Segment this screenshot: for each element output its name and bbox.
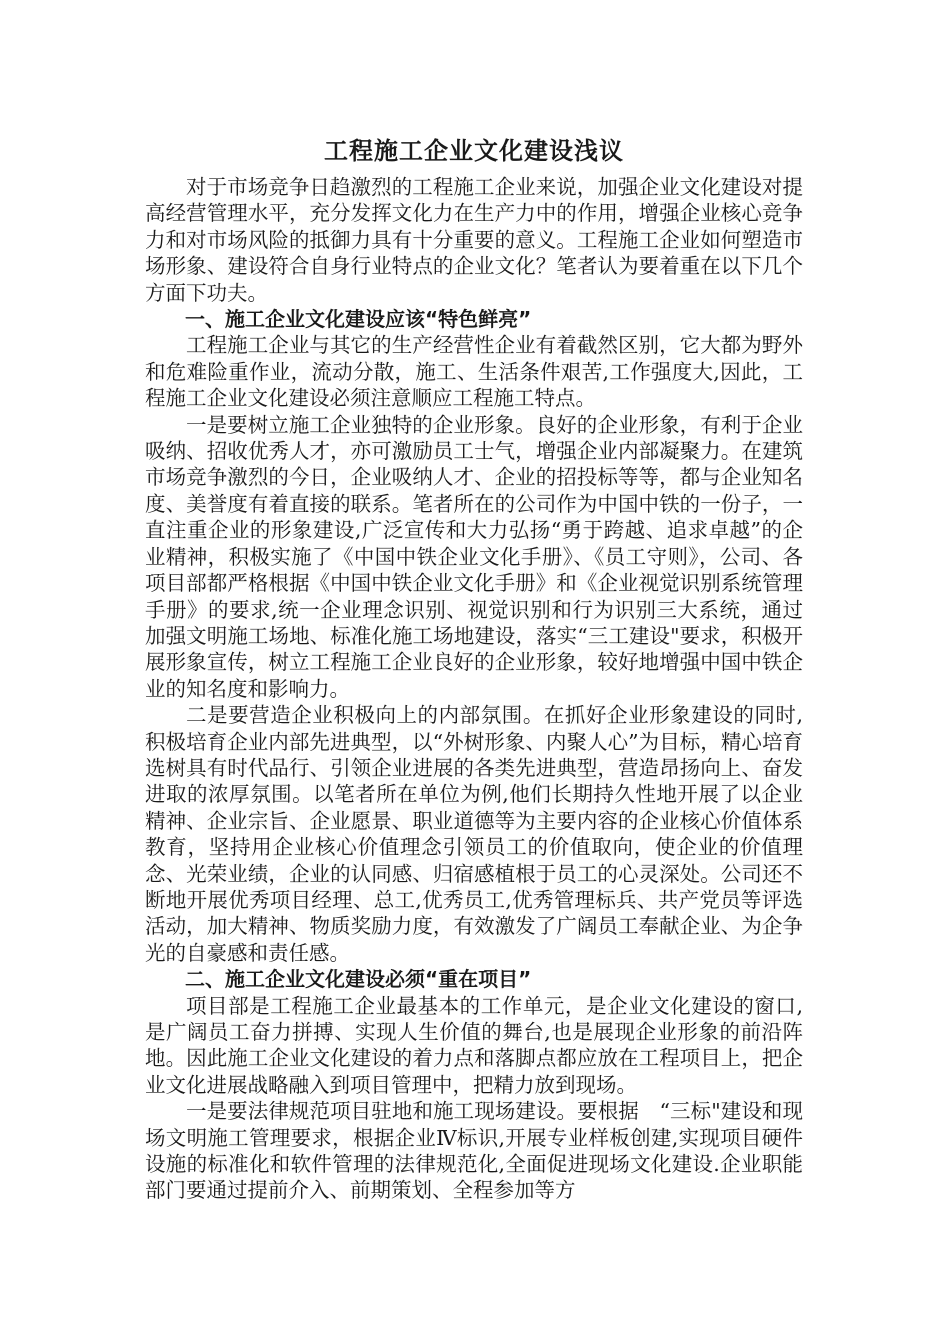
section-1-heading: 一、施工企业文化建设应该“特色鲜亮” bbox=[185, 307, 532, 332]
document-title: 工程施工企业文化建设浅议 bbox=[324, 137, 624, 165]
intro-paragraph: 对于市场竞争日趋激烈的工程施工企业来说，加强企业文化建设对提高经营管理水平，充分发挥文化力在生产力中的作用，增强企业核心竞争力和对市场风险的抵御力具有十分重要的意义。工程施工企业如何塑造市场形象、建设符合自身行业特点的企业文化？笔者认为要着重在以下几个方面下功夫。 bbox=[145, 175, 803, 305]
section-2-paragraph-1: 项目部是工程施工企业最基本的工作单元，是企业文化建设的窗口,是广阔员工奋力拼搏、实现人生价值的舞台,也是展现企业形象的前沿阵地。因此施工企业文化建设的着力点和落脚点都应放在工程项目上，把企业文化进展战略融入到项目管理中，把精力放到现场。 bbox=[145, 993, 803, 1097]
section-2-heading: 二、施工企业文化建设必须“重在项目” bbox=[185, 967, 532, 992]
section-1-paragraph-3: 二是要营造企业积极向上的内部氛围。在抓好企业形象建设的同时,积极培育企业内部先进典型，以“外树形象、内聚人心”为目标，精心培育选树具有时代品行、引领企业进展的各类先进典型，营造昂扬向上、奋发进取的浓厚氛围。以笔者所在单位为例,他们长期持久性地开展了以企业精神、企业宗旨、企业愿景、职业道德等为主要内容的企业核心价值体系教育，坚持用企业核心价值理念引领员工的价值取向，使企业的价值理念、光荣业绩，企业的认同感、归宿感植根于员工的心灵深处。公司还不断地开展优秀项目经理、总工,优秀员工,优秀管理标兵、共产党员等评选活动，加大精神、物质奖励力度，有效激发了广阔员工奉献企业、为企争光的自豪感和责任感。 bbox=[145, 703, 803, 965]
section-1-paragraph-2: 一是要树立施工企业独特的企业形象。良好的企业形象，有利于企业吸纳、招收优秀人才，亦可激励员工士气，增强企业内部凝聚力。在建筑市场竞争激烈的今日，企业吸纳人才、企业的招投标等等，都与企业知名度、美誉度有着直接的联系。笔者所在的公司作为中国中铁的一份子，一直注重企业的形象建设,广泛宣传和大力弘扬“勇于跨越、追求卓越”的企业精神，积极实施了《中国中铁企业文化手册》、《员工守则》，公司、各项目部都严格根据《中国中铁企业文化手册》和《企业视觉识别系统管理手册》的要求,统一企业理念识别、视觉识别和行为识别三大系统，通过加强文明施工场地、标准化施工场地建设，落实“三工建设"要求，积极开展形象宣传，树立工程施工企业良好的企业形象，较好地增强中国中铁企业的知名度和影响力。 bbox=[145, 412, 803, 701]
document-page bbox=[145, 132, 803, 1204]
section-1-paragraph-1: 工程施工企业与其它的生产经营性企业有着截然区别，它大都为野外和危难险重作业，流动分散，施工、生活条件艰苦,工作强度大,因此，工程施工企业文化建设必须注意顺应工程施工特点。 bbox=[145, 333, 803, 411]
section-2-paragraph-2: 一是要法律规范项目驻地和施工现场建设。要根据 “三标"建设和现场文明施工管理要求，根据企业Ⅳ标识,开展专业样板创建,实现项目硬件设施的标准化和软件管理的法律规范化,全面促进现场文化建设.企业职能部门要通过提前介入、前期策划、全程参加等方 bbox=[145, 1099, 803, 1203]
